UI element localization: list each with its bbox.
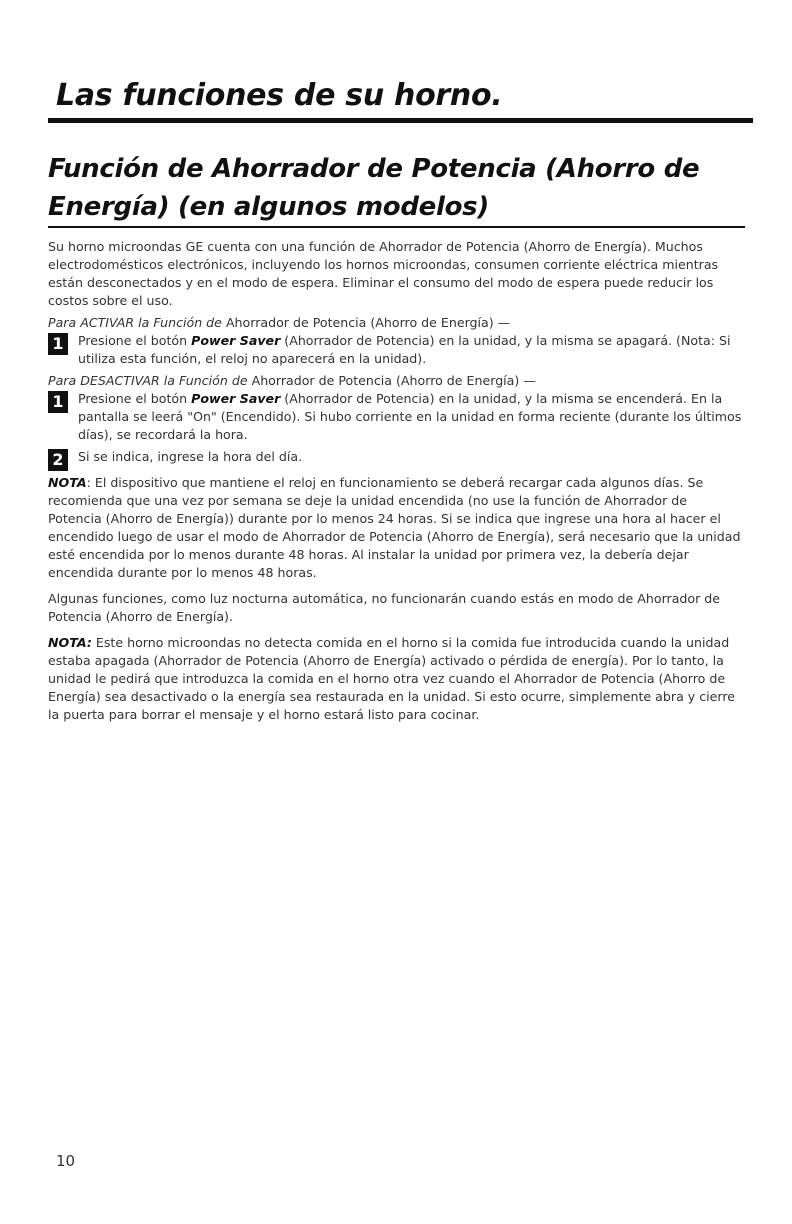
note-paragraph-1: [48, 474, 743, 582]
deactivate-lead-italic: Para DESACTIVAR la Función de: [48, 373, 248, 388]
power-saver-button-name: Power Saver: [191, 333, 281, 348]
step-text-after: (Ahorrador de Potencia) en la unidad, y la misma se apagará. (Nota: Si utiliza esta función, el reloj no aparecerá en la unidad).: [78, 333, 731, 366]
content-body: [48, 238, 743, 724]
note-paragraph-2: [48, 634, 743, 724]
title-rule: [48, 118, 753, 123]
step-text-after: (Ahorrador de Potencia) en la unidad, y la misma se encenderá. En la pantalla se leerá "On" (Encendido). Si hubo corriente en la unidad en forma reciente (durante los últimos días), se recordará la hora.: [78, 391, 742, 442]
deactivate-step-2: [48, 448, 743, 469]
page-title: Las funciones de su horno.: [56, 78, 503, 113]
activate-step-1: [48, 332, 743, 368]
step-text: [78, 333, 730, 366]
deactivate-lead-rest: Ahorrador de Potencia (Ahorro de Energía) —: [247, 373, 536, 388]
note-text: : El dispositivo que mantiene el reloj en funcionamiento se deberá recargar cada algunos días. Se recomienda que una vez por semana se deje la unidad encendida (no use la función de Ahorrador de Potencia (Ahorro de Energía)) durante por lo menos 24 horas. Si se indica que ingrese una hora al hacer el encendido luego de usar el modo de Ahorrador de Potencia (Ahorro de Energía), será necesario que la unidad esté encendida por lo menos durante 48 horas. Al instalar la unidad por primera vez, la debería dejar encendida durante por lo menos 48 horas.: [48, 475, 741, 580]
power-saver-button-name: Power Saver: [191, 391, 281, 406]
step-text-before: Presione el botón: [78, 333, 192, 348]
features-paragraph: Algunas funciones, como luz nocturna automática, no funcionarán cuando estás en modo de Ahorrador de Potencia (Ahorro de Energía).: [48, 591, 721, 624]
deactivate-lead: [48, 372, 743, 390]
activate-lead: [48, 314, 743, 332]
note-text: Este horno microondas no detecta comida en el horno si la comida fue introducida cuando la unidad estaba apagada (Ahorrador de Potencia (Ahorro de Energía) activado o pérdida de energía). Por lo tanto, la unidad le pedirá que introduzca la comida en el horno otra vez cuando el Ahorrador de Potencia (Ahorro de Energía) sea desactivado o la energía sea restaurada en la unidad. Si esto ocurre, simplemente abra y cierre la puerta para borrar el mensaje y el horno estará listo para cocinar.: [48, 635, 736, 722]
section-rule: [48, 226, 745, 228]
section-heading: Función de Ahorrador de Potencia (Ahorro de Energía) (en algunos modelos): [48, 154, 700, 222]
note-label: NOTA:: [48, 635, 92, 650]
activate-lead-rest: Ahorrador de Potencia (Ahorro de Energía) —: [221, 315, 511, 330]
step-number-badge: 2: [48, 449, 68, 471]
step-number-badge: 1: [48, 391, 68, 413]
activate-lead-italic: Para ACTIVAR la Función de: [48, 315, 222, 330]
step-number-badge: 1: [48, 333, 68, 355]
page-number: 10: [56, 1152, 76, 1170]
intro-paragraph: Su horno microondas GE cuenta con una función de Ahorrador de Potencia (Ahorro de Energía). Muchos electrodomésticos electrónicos, incluyendo los hornos microondas, consumen corriente eléctrica mientras están desconectados y en el modo de espera. Eliminar el consumo del modo de espera puede reducir los costos sobre el uso.: [48, 239, 719, 308]
step-text-before: Presione el botón: [78, 391, 192, 406]
step-text: [78, 391, 741, 442]
note-label: NOTA: [48, 475, 87, 490]
step-text: Si se indica, ingrese la hora del día.: [78, 449, 303, 464]
deactivate-step-1: [48, 390, 743, 444]
